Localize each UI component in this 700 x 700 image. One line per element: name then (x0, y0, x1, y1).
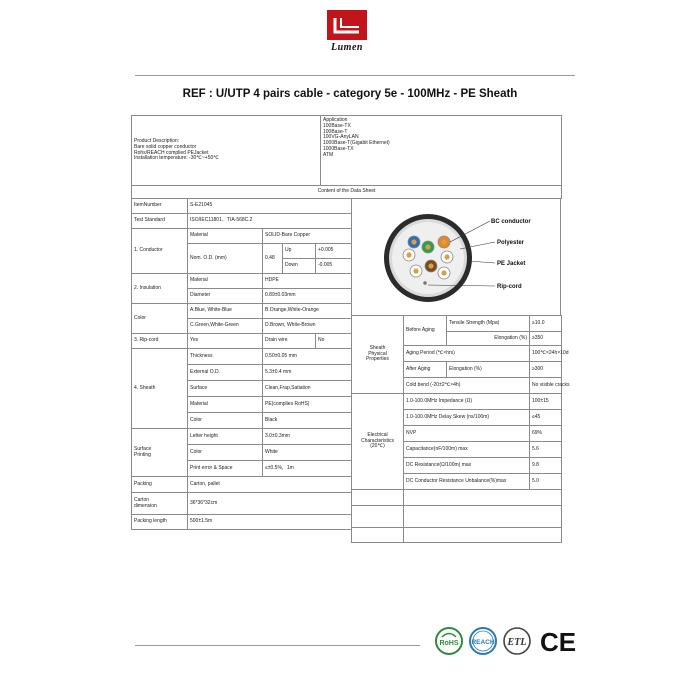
color-pair-a: A.Blue, White-Blue (188, 304, 263, 319)
conductor-down-label: Down (283, 259, 316, 274)
product-description: Product Description: Bare solid copper conductor Rohs/REACH complied PEJacket Installation temperature: -30℃~+50℃ (132, 116, 321, 186)
insulation-diameter-label: Diameter (188, 289, 263, 304)
item-number-label: ItemNumber (132, 199, 188, 214)
page-title: REF : U/UTP 4 pairs cable - category 5e - 100MHz - PE Sheath (182, 88, 518, 100)
printing-label: Surface Printing (132, 429, 188, 477)
packing-label: Packing (132, 477, 188, 493)
dc-resistance-label: DC Resistance(Ω/100m) max (404, 458, 530, 474)
empty-cell (404, 490, 562, 506)
insulation-diameter-value: 0.89±0.03mm (263, 289, 352, 304)
insulation-material-label: Material (188, 274, 263, 289)
etl-badge (502, 626, 532, 656)
application-list: Application 100Base-TX 100Base-T 100VG-AnyLAN 1000Base-T(Gigabit Ethernet) 1000Base-TX ATM (321, 116, 562, 186)
test-standard-value: ISO/IEC11801、TIA-568C.2 (188, 214, 352, 229)
content-header: Content of the Data Sheet (132, 186, 562, 199)
delay-skew-value: ≤45 (530, 410, 562, 426)
capacitance-label: Capacitance(nF/100m) max (404, 442, 530, 458)
ripcord-label: 3. Rip-cord (132, 334, 188, 349)
etl-icon (502, 626, 532, 656)
description-table (131, 115, 562, 199)
sheath-thickness-label: Thickness (188, 349, 263, 365)
sheath-material-label: Material (188, 397, 263, 413)
bottom-divider (135, 645, 420, 646)
printing-letter-value: 3.0±0.3mm (263, 429, 352, 445)
printing-color-label: Color (188, 445, 263, 461)
callout-polyester: Polyester (497, 240, 525, 246)
sheath-external-label: External O.D. (188, 365, 263, 381)
after-elongation-value: ≥300 (530, 362, 562, 378)
conductor-label: 1. Conductor (132, 229, 188, 274)
delay-skew-label: 1.0-100.0MHz Delay Skew (ns/100m) (404, 410, 530, 426)
svg-text:CE: CE (539, 627, 577, 657)
cable-diagram (352, 198, 561, 316)
callout-ripcord: Rip-cord (497, 284, 522, 290)
cable-cross-section-icon (352, 199, 561, 317)
aging-period-label: Aging Period (℃×hrs) (404, 346, 530, 362)
empty-cell (404, 528, 562, 543)
empty-cell (404, 506, 562, 528)
sheath-thickness-value: 0.50±0.05 mm (263, 349, 352, 365)
after-elongation-label: Elongation (%) (447, 362, 530, 378)
printing-error-label: Print error & Space (188, 461, 263, 477)
electrical-label: Electrical Characteristics (20℃) (352, 394, 404, 490)
sheath-external-value: 5.3±0.4 mm (263, 365, 352, 381)
printing-color-value: White (263, 445, 352, 461)
ce-mark-icon (537, 626, 579, 656)
sheath-material-value: PE(complies RoHS) (263, 397, 352, 413)
empty-cell (352, 506, 404, 528)
conductor-up-value: +0.005 (316, 244, 352, 259)
cold-bend-label: Cold bend (-20±2℃×4h) (404, 378, 530, 394)
empty-cell (352, 490, 404, 506)
carton-value: 36*36*32cm (188, 493, 352, 515)
impedance-label: 1.0-100.0MHz Impedance (Ω) (404, 394, 530, 410)
resistance-unbalance-label: DC Conductor Resistance Unbalance(%)max (404, 474, 530, 490)
left-spec-table (131, 198, 352, 530)
sheath-physical-label: Sheath Physical Properties (352, 316, 404, 394)
ce-mark (537, 626, 579, 656)
color-pair-d: D.Brown, White-Brown (263, 319, 352, 334)
nvp-label: NVP (404, 426, 530, 442)
svg-text:ETL: ETL (507, 637, 527, 648)
color-label: Color (132, 304, 188, 334)
reach-badge (468, 626, 498, 656)
drain-wire-value: No (316, 334, 352, 349)
conductor-od-label: Nom. O.D. (mm) (188, 244, 263, 274)
after-aging-label: After Aging (404, 362, 447, 378)
conductor-down-value: -0.005 (316, 259, 352, 274)
tensile-label: Tensile Strength (Mpa) (447, 316, 530, 332)
callout-jacket: PE Jacket (497, 261, 526, 267)
capacitance-value: 5.6 (530, 442, 562, 458)
cold-bend-value: No visible cracks (530, 378, 562, 394)
logo-mark-icon (327, 10, 367, 40)
insulation-label: 2. Insulation (132, 274, 188, 304)
drain-wire-label: Drain wire (263, 334, 316, 349)
svg-text:RoHS: RoHS (439, 640, 459, 647)
elongation-label: Elongation (%) (447, 332, 530, 346)
elongation-value: ≥350 (530, 332, 562, 346)
resistance-unbalance-value: 5.0 (530, 474, 562, 490)
printing-error-value: ≤±0.5%，1m (263, 461, 352, 477)
nvp-value: 69% (530, 426, 562, 442)
rohs-icon (434, 626, 464, 656)
aging-period-value: 100℃×24h×10d (530, 346, 562, 362)
sheath-surface-label: Surface (188, 381, 263, 397)
svg-text:REACH: REACH (471, 639, 495, 646)
color-pair-b: B.Orange,White-Orange (263, 304, 352, 319)
sheath-surface-value: Clean,Frap,Satiation (263, 381, 352, 397)
reach-icon (468, 626, 498, 656)
top-divider (135, 75, 575, 76)
callout-conductor: BC conductor (491, 219, 531, 225)
packing-value: Carton, pallet (188, 477, 352, 493)
conductor-material-label: Material (188, 229, 263, 244)
sheath-color-label: Color (188, 413, 263, 429)
dc-resistance-value: 9.8 (530, 458, 562, 474)
carton-label: Carton dimension (132, 493, 188, 515)
item-number-value: S-E21045 (188, 199, 352, 214)
printing-letter-label: Letter height (188, 429, 263, 445)
color-pair-c: C.Green,White-Green (188, 319, 263, 334)
packing-length-label: Packing length (132, 515, 188, 530)
before-aging-label: Before Aging (404, 316, 447, 346)
conductor-od-value: 0.48 (263, 244, 283, 274)
insulation-material-value: HDPE (263, 274, 352, 289)
conductor-up-label: Up (283, 244, 316, 259)
impedance-value: 100±15 (530, 394, 562, 410)
sheath-label: 4. Sheath (132, 349, 188, 429)
tensile-value: ≥10.0 (530, 316, 562, 332)
conductor-material-value: SOLID-Bare Copper (263, 229, 352, 244)
rohs-badge (434, 626, 464, 656)
properties-table (351, 315, 570, 543)
logo-text: Lumen (331, 42, 363, 53)
brand-logo (323, 10, 371, 56)
sheath-color-value: Black (263, 413, 352, 429)
packing-length-value: 500±1.5m (188, 515, 352, 530)
ripcord-value: Yes (188, 334, 263, 349)
test-standard-label: Test Standard (132, 214, 188, 229)
empty-cell (352, 528, 404, 543)
logo-emblem (327, 10, 367, 40)
